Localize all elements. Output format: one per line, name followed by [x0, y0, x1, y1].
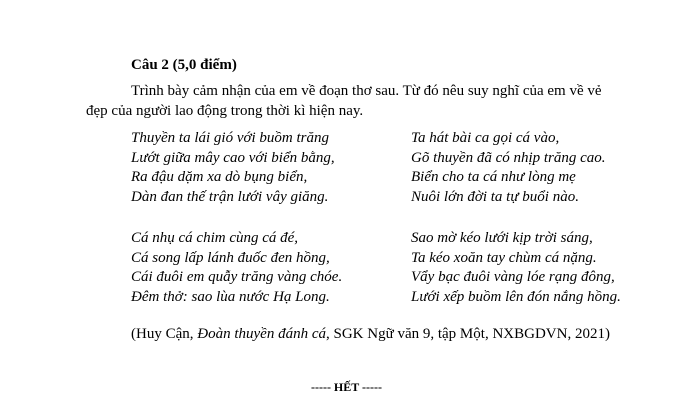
- poem-stanza-2-left: [131, 229, 342, 307]
- verse-line: Biển cho ta cá như lòng mẹ: [411, 169, 576, 185]
- citation-source: , SGK Ngữ văn 9, tập Một, NXBGDVN, 2021): [325, 326, 610, 342]
- verse-line: Lưới xếp buồm lên đón nắng hồng.: [411, 288, 621, 305]
- verse-line: Ta kéo xoăn tay chùm cá nặng.: [411, 249, 597, 266]
- verse-line: Dàn đan thế trận lưới vây giăng.: [131, 188, 329, 205]
- citation-author: Huy Cận: [136, 326, 190, 342]
- verse-line: Ta hát bài ca gọi cá vào,: [411, 130, 560, 146]
- poem-stanza-1-right: [411, 129, 606, 207]
- verse-line: Gõ thuyền đã có nhịp trăng cao.: [411, 149, 606, 166]
- verse-line: Lướt giữa mây cao với biển bằng,: [131, 149, 335, 166]
- prompt-line-2: đẹp của người lao động trong thời kì hiện nay.: [86, 103, 364, 119]
- verse-line: Ra đậu dặm xa dò bụng biển,: [131, 169, 308, 185]
- citation-separator: ,: [189, 326, 198, 342]
- verse-line: Vẩy bạc đuôi vàng lóe rạng đông,: [411, 269, 615, 285]
- poem-stanza-2-right: [411, 229, 621, 307]
- prompt-line-1: Trình bày cảm nhận của em về đoạn thơ sau. Từ đó nêu suy nghĩ của em về vẻ: [131, 83, 602, 99]
- verse-line: Cá nhụ cá chim cùng cá đé,: [131, 230, 299, 246]
- verse-line: Cá song lấp lánh đuốc đen hồng,: [131, 249, 330, 266]
- citation-open: (: [131, 326, 136, 342]
- verse-line: Thuyền ta lái gió với buồm trăng: [131, 130, 329, 146]
- poem-stanza-1-left: [131, 129, 335, 207]
- end-mark: ----- HẾT -----: [310, 380, 383, 394]
- verse-line: Sao mờ kéo lưới kịp trời sáng,: [411, 230, 593, 246]
- citation-work-title: Đoàn thuyền đánh cá: [197, 326, 326, 342]
- verse-line: Cái đuôi em quẫy trăng vàng chóe.: [131, 269, 343, 285]
- verse-line: Nuôi lớn đời ta tự buổi nào.: [411, 188, 579, 205]
- question-title: Câu 2 (5,0 điểm): [131, 57, 237, 73]
- poem-citation: [131, 325, 610, 344]
- verse-line: Đêm thở: sao lùa nước Hạ Long.: [131, 288, 330, 305]
